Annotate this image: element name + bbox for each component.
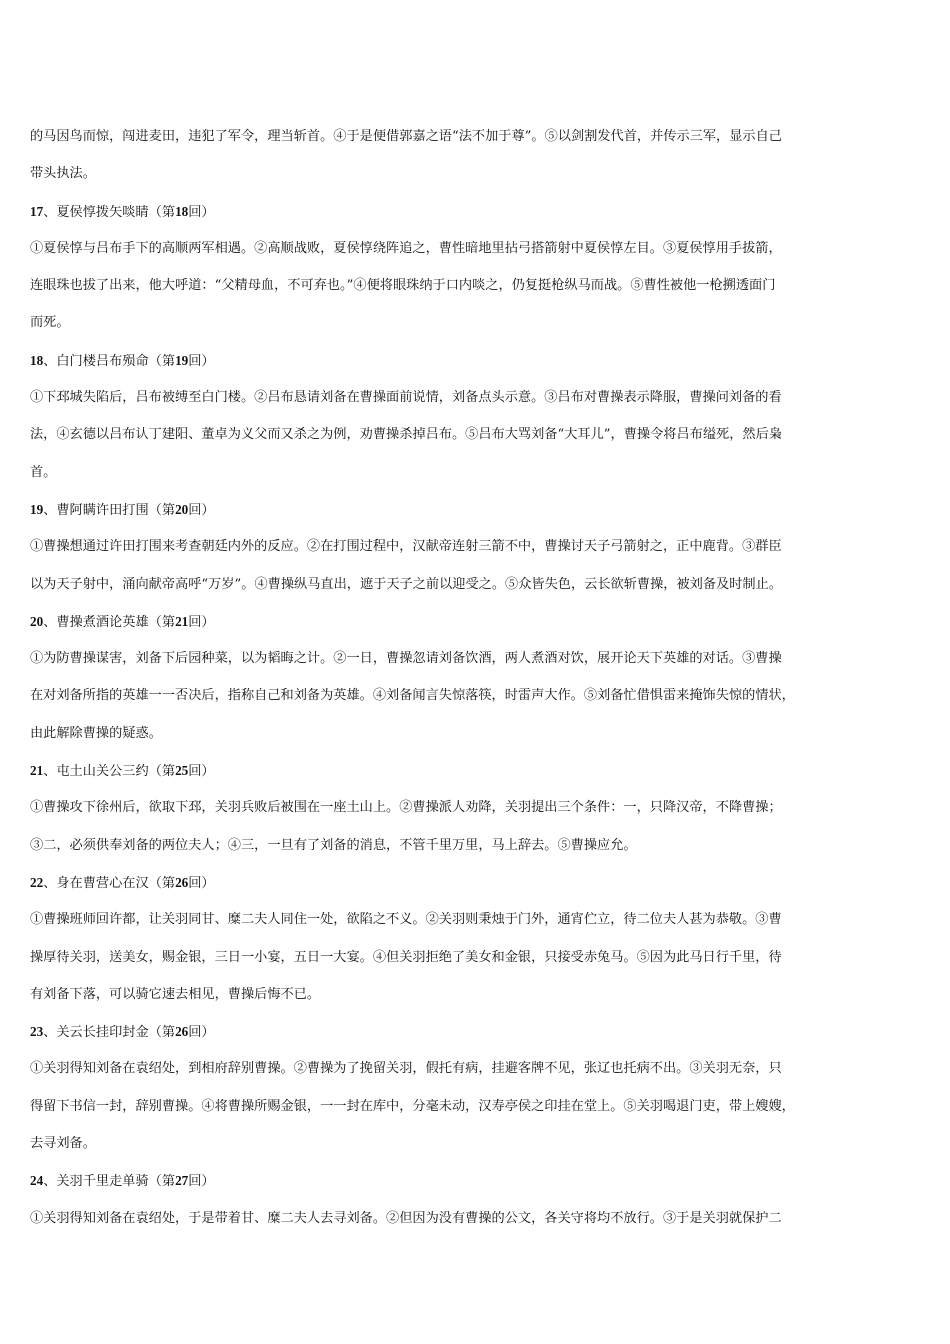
- paragraph-line: 而死。: [30, 315, 70, 331]
- section-number: 21: [30, 763, 44, 779]
- chapter-suffix: 回）: [188, 1025, 215, 1041]
- paragraph-line: 有刘备下落，可以骑它速去相见，曹操后悔不已。: [30, 986, 321, 1002]
- chapter-number: 25: [175, 763, 189, 779]
- paragraph-line: ①关羽得知刘备在袁绍处，于是带着甘、糜二夫人去寻刘备。②但因为没有曹操的公文，各关守将均不放行。③于是关羽就保护二: [30, 1210, 782, 1226]
- paragraph-line: ①夏侯惇与吕布手下的高顺两军相遇。②高顺战败，夏侯惇绕阵追之，曹性暗地里拈弓搭箭射中夏侯惇左目。③夏侯惇用手拔箭，: [30, 240, 782, 256]
- paragraph-line: ①曹操班师回许都，让关羽同甘、糜二夫人同住一处，欲陷之不义。②关羽则秉烛于门外，通宵伫立，待二位夫人甚为恭敬。③曹: [30, 912, 782, 928]
- paragraph-line: ①曹操想通过许田打围来考查朝廷内外的反应。②在打围过程中，汉献帝连射三箭不中，曹操讨天子弓箭射之，正中鹿背。③群臣: [30, 539, 782, 555]
- chapter-number: 26: [175, 874, 189, 890]
- section-number: 24: [30, 1173, 44, 1189]
- paragraph-line: ①曹操攻下徐州后，欲取下邳，关羽兵败后被围在一座土山上。②曹操派人劝降，关羽提出三个条件：一，只降汉帝，不降曹操；: [30, 800, 782, 816]
- paragraph-line: 由此解除曹操的疑惑。: [30, 725, 162, 741]
- chapter-suffix: 回）: [188, 764, 215, 780]
- paragraph-line: 首。: [30, 464, 57, 480]
- paragraph-line: ①关羽得知刘备在袁绍处，到相府辞别曹操。②曹操为了挽留关羽，假托有病，挂避客牌不见，张辽也托病不出。③关羽无奈，只: [30, 1061, 782, 1077]
- chapter-number: 27: [175, 1173, 189, 1189]
- section-number: 18: [30, 352, 44, 368]
- section-number: 19: [30, 501, 44, 517]
- sections-container: [30, 193, 850, 1237]
- paragraph-line: 的马因鸟而惊，闯进麦田，违犯了军令，理当斩首。④于是便借郭嘉之语“法不加于尊”。⑤以剑割发代首，并传示三军，显示自己: [30, 129, 782, 144]
- chapter-suffix: 回）: [188, 502, 215, 518]
- section-number: 23: [30, 1024, 44, 1040]
- top-paragraph: [30, 118, 850, 193]
- chapter-suffix: 回）: [188, 353, 215, 369]
- section-23: [30, 1013, 850, 1162]
- chapter-number: 21: [175, 613, 189, 629]
- paragraph-line: ①为防曹操谋害，刘备下后园种菜，以为韬晦之计。②一日，曹操忽请刘备饮酒，两人煮酒对饮，展开论天下英雄的对话。③曹操: [30, 651, 782, 667]
- section-17: [30, 193, 850, 342]
- chapter-number: 18: [175, 203, 189, 219]
- section-heading: [30, 603, 850, 640]
- section-title: 、身在曹营心在汉（第: [43, 875, 176, 891]
- section-22: [30, 864, 850, 1013]
- paragraph-line: 在对刘备所指的英雄一一否决后，指称自己和刘备为英雄。④刘备闻言失惊落筷，时雷声大作。⑤刘备忙借惧雷来掩饰失惊的情状，: [30, 688, 795, 704]
- paragraph-line: 带头执法。: [30, 166, 96, 182]
- section-title: 、关羽千里走单骑（第: [43, 1174, 176, 1190]
- chapter-suffix: 回）: [188, 614, 215, 630]
- chapter-number: 26: [175, 1024, 189, 1040]
- section-title: 、屯土山关公三约（第: [43, 764, 176, 780]
- section-heading: [30, 1013, 850, 1050]
- section-19: [30, 491, 850, 603]
- section-title: 、白门楼吕布殒命（第: [43, 353, 176, 369]
- section-21: [30, 752, 850, 864]
- section-heading: [30, 193, 850, 230]
- paragraph-line: ①下邳城失陷后，吕布被缚至白门楼。②吕布恳请刘备在曹操面前说情，刘备点头示意。③吕布对曹操表示降服，曹操问刘备的看: [30, 390, 782, 406]
- paragraph-line: 连眼珠也拔了出来，他大呼道：“父精母血，不可弃也。”④便将眼珠纳于口内啖之，仍复挺枪纵马而战。⑤曹性被他一枪搠透面门: [30, 278, 776, 294]
- document-page: [30, 118, 850, 1237]
- chapter-number: 19: [175, 352, 189, 368]
- section-number: 17: [30, 203, 44, 219]
- paragraph-line: 操厚待关羽，送美女，赐金银，三日一小宴，五日一大宴。④但关羽拒绝了美女和金银，只接受赤兔马。⑤因为此马日行千里，待: [30, 949, 782, 965]
- section-24: [30, 1162, 850, 1237]
- section-title: 、曹操煮酒论英雄（第: [43, 614, 176, 630]
- section-heading: [30, 1162, 850, 1199]
- paragraph-line: 以为天子射中，涌向献帝高呼“万岁”。④曹操纵马直出，遮于天子之前以迎受之。⑤众皆失色，云长欲斩曹操，被刘备及时制止。: [30, 576, 782, 592]
- section-title: 、夏侯惇拨矢啖睛（第: [43, 204, 176, 220]
- paragraph-line: 去寻刘备。: [30, 1136, 96, 1152]
- section-heading: [30, 752, 850, 789]
- section-number: 20: [30, 613, 44, 629]
- paragraph-line: 法，④玄德以吕布认丁建阳、董卓为义父而又杀之为例，劝曹操杀掉吕布。⑤吕布大骂刘备“大耳儿”，曹操令将吕布缢死，然后枭: [30, 427, 782, 443]
- section-number: 22: [30, 874, 44, 890]
- section-18: [30, 342, 850, 491]
- section-title: 、关云长挂印封金（第: [43, 1025, 176, 1041]
- chapter-suffix: 回）: [188, 875, 215, 891]
- section-heading: [30, 342, 850, 379]
- chapter-suffix: 回）: [188, 1174, 215, 1190]
- paragraph-line: 得留下书信一封，辞别曹操。④将曹操所赐金银，一一封在库中，分毫未动，汉寿亭侯之印挂在堂上。⑤关羽喝退门吏，带上嫂嫂，: [30, 1098, 795, 1114]
- chapter-suffix: 回）: [188, 204, 215, 220]
- section-heading: [30, 864, 850, 901]
- section-heading: [30, 491, 850, 528]
- section-title: 、曹阿瞒许田打围（第: [43, 502, 176, 518]
- section-20: [30, 603, 850, 752]
- paragraph-line: ③二，必须供奉刘备的两位夫人；④三，一旦有了刘备的消息，不管千里万里，马上辞去。⑤曹操应允。: [30, 837, 637, 853]
- chapter-number: 20: [175, 501, 189, 517]
